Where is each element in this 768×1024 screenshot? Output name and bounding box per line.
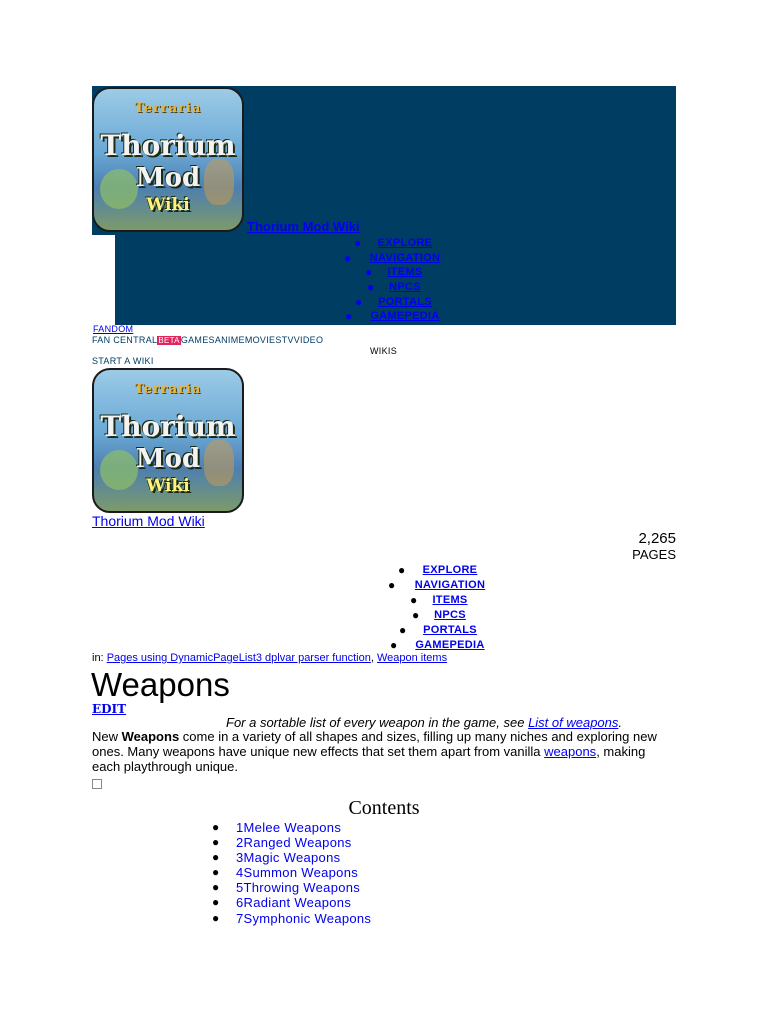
start-a-wiki-link[interactable]: START A WIKI bbox=[92, 356, 154, 366]
header-nav-item[interactable]: ● NAVIGATION bbox=[344, 250, 441, 265]
beta-badge: BETA bbox=[158, 336, 180, 345]
toc-item[interactable]: ● 3Magic Weapons bbox=[212, 850, 341, 866]
logo-text: Mod bbox=[135, 163, 201, 193]
fandom-link[interactable]: FANDOM bbox=[93, 324, 134, 334]
header-nav-item[interactable]: ● NPCS bbox=[367, 280, 421, 295]
category-link[interactable]: Weapon items bbox=[376, 652, 448, 664]
logo-text: Wiki bbox=[146, 476, 190, 496]
header-nav-item[interactable]: ● PORTALS bbox=[355, 294, 432, 309]
intro-text: come in a variety of all shapes and sizes, filling up many niches and exploring new ones. Many weapons have unique new effects that set them apart from vanilla bbox=[92, 729, 657, 759]
weapons-link[interactable]: weapons bbox=[544, 744, 597, 759]
community-nav-item[interactable]: ● EXPLORE bbox=[398, 563, 478, 577]
header-nav-item[interactable]: ● GAMEPEDIA bbox=[345, 309, 440, 324]
logo-text: Thorium bbox=[100, 129, 236, 162]
hatnote-period: . bbox=[618, 715, 623, 730]
header-nav-item[interactable]: ● ITEMS bbox=[365, 265, 423, 280]
intro-text: New bbox=[92, 729, 122, 744]
community-wiki-name-link[interactable]: Thorium Mod Wiki bbox=[92, 513, 205, 529]
hatnote bbox=[226, 715, 622, 730]
toc-item[interactable]: ● 4Summon Weapons bbox=[212, 865, 359, 881]
toc-list bbox=[210, 820, 430, 926]
toc-item[interactable]: ● 6Radiant Weapons bbox=[212, 895, 352, 911]
logo-text: Wiki bbox=[146, 195, 190, 215]
edit-button[interactable]: EDIT bbox=[92, 702, 127, 716]
header-nav-item[interactable]: ● EXPLORE bbox=[354, 236, 433, 250]
toc-item[interactable]: ● 7Symphonic Weapons bbox=[212, 910, 372, 926]
community-nav-list bbox=[350, 563, 550, 653]
community-nav-item[interactable]: ● ITEMS bbox=[410, 593, 468, 607]
community-nav-item[interactable]: ● NPCS bbox=[412, 608, 466, 622]
logo-brand: Terraria bbox=[134, 101, 202, 116]
intro-bold: Weapons bbox=[121, 729, 180, 744]
page-count-label: PAGES bbox=[632, 547, 676, 562]
list-of-weapons-link[interactable]: List of weapons bbox=[528, 715, 619, 730]
wikis-label[interactable]: WIKIS bbox=[370, 346, 398, 356]
global-nav-row bbox=[92, 335, 323, 345]
toc-item[interactable]: ● 5Throwing Weapons bbox=[212, 880, 361, 896]
categories-prefix: in: bbox=[92, 652, 104, 664]
hatnote-text: For a sortable list of every weapon in the game, see bbox=[226, 715, 525, 730]
category-link[interactable]: Pages using DynamicPageList3 dplvar parser function bbox=[106, 652, 371, 664]
header-nav-list bbox=[300, 236, 510, 324]
toc-item[interactable]: ● 1Melee Weapons bbox=[212, 820, 342, 835]
logo-text: Thorium bbox=[100, 410, 236, 443]
toc-title: Contents bbox=[348, 797, 420, 819]
page-count: 2,265 bbox=[638, 530, 676, 547]
header-wiki-title-link[interactable]: Thorium Mod Wiki bbox=[247, 219, 360, 234]
toc-item[interactable]: ● 2Ranged Weapons bbox=[212, 835, 352, 851]
wiki-logo[interactable] bbox=[92, 87, 244, 232]
toc-toggle-checkbox[interactable] bbox=[92, 779, 102, 789]
community-nav-item[interactable]: ● NAVIGATION bbox=[388, 578, 486, 592]
global-nav-links[interactable]: GAMESANIMEMOVIESTVVIDEO bbox=[180, 335, 324, 345]
intro-paragraph bbox=[92, 729, 662, 774]
logo-brand: Terraria bbox=[134, 382, 202, 397]
community-logo[interactable] bbox=[92, 368, 244, 513]
intro-text: , making each playthrough unique. bbox=[92, 744, 646, 774]
fan-central-link[interactable]: FAN CENTRAL bbox=[92, 335, 158, 345]
community-nav-item[interactable]: ● PORTALS bbox=[399, 623, 477, 637]
page-title: Weapons bbox=[91, 666, 230, 703]
categories-separator: , bbox=[370, 652, 374, 664]
logo-text: Mod bbox=[135, 444, 201, 474]
community-nav-item[interactable]: ● GAMEPEDIA bbox=[390, 638, 485, 652]
